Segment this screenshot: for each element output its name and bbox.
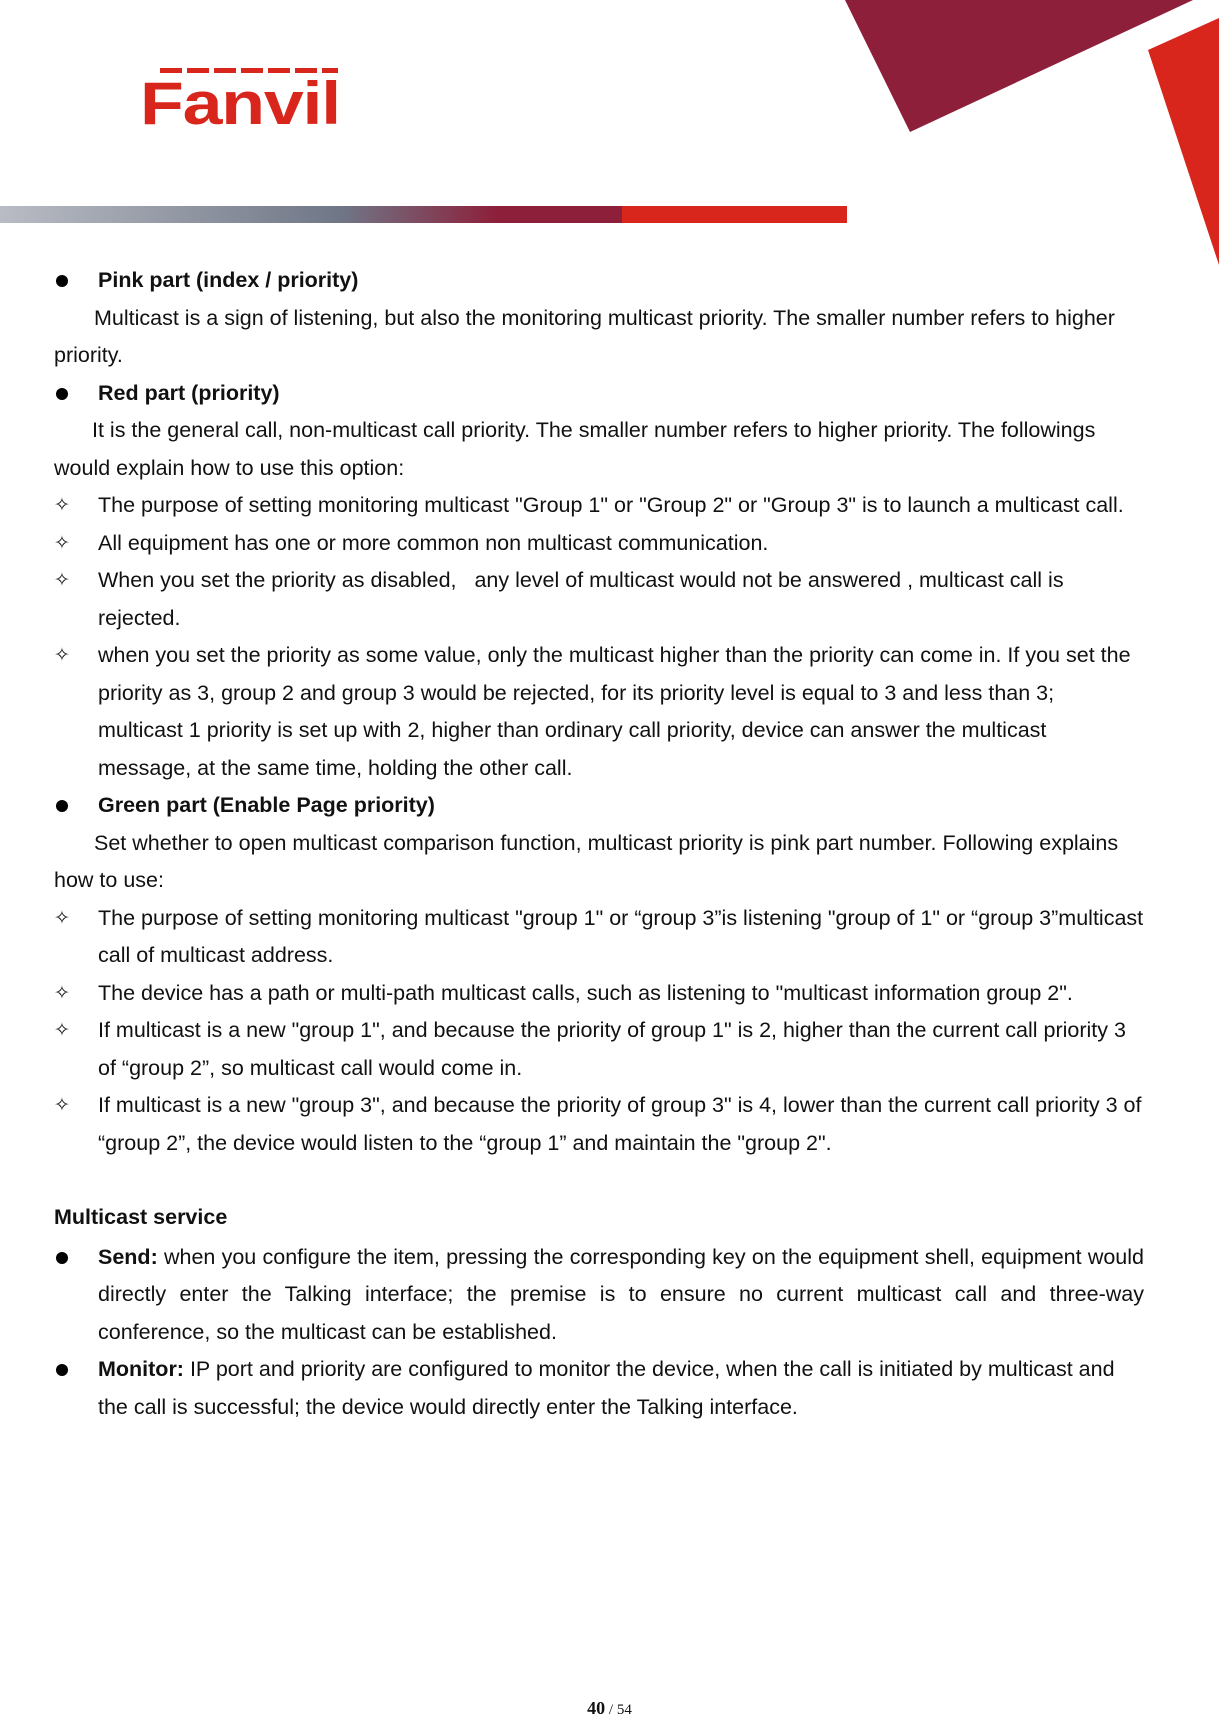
star-bullet-icon: ✧ [54, 1020, 70, 1041]
list-item-text: All equipment has one or more common non multicast communication. [98, 530, 769, 555]
bullet-dot [56, 275, 68, 287]
send-bullet [54, 1239, 1144, 1352]
list-item [54, 562, 1144, 637]
list-item-text: when you set the priority as some value, only the multicast higher than the priority can come in. If you set the priority as 3, group 2 and group 3 would be rejected, for its priority level is equal to 3 and less than 3; multicast 1 priority is set up with 2, higher than ordinary call priority, device can answer the multicast message, at the same time, holding the other call. [98, 643, 1131, 780]
bullet-dot [56, 1364, 68, 1376]
header-graphic [0, 0, 1219, 270]
send-text: when you configure the item, pressing the corresponding key on the equipment shell, equipment would directly enter the Talking interface; the premise is to ensure no current multicast call and three-way conference, so the multicast can be established. [98, 1244, 1144, 1344]
fanvil-logo-graphic [140, 66, 345, 128]
header-bar-red [622, 206, 847, 223]
pink-part-text: Multicast is a sign of listening, but also the monitoring multicast priority. The smaller number refers to higher priority. [54, 305, 1115, 367]
monitor-bullet [54, 1351, 1144, 1426]
list-item [54, 1087, 1144, 1162]
green-part-text: Set whether to open multicast comparison function, multicast priority is pink part number. Following explains how to use: [54, 830, 1119, 892]
document-body [54, 262, 1144, 1426]
list-item-text: If multicast is a new "group 3", and because the priority of group 3" is 4, lower than the current call priority 3 of “group 2”, the device would listen to the “group 1” and maintain the "group 2". [98, 1093, 1142, 1155]
bullet-dot [56, 388, 68, 400]
header-bar-grey [0, 206, 622, 223]
list-item-text: If multicast is a new "group 1", and because the priority of group 1" is 2, higher than the current call priority 3 of “group 2”, so multicast call would come in. [98, 1018, 1126, 1080]
bullet-dot [56, 800, 68, 812]
star-bullet-icon: ✧ [54, 1095, 70, 1116]
list-item [54, 975, 1144, 1013]
star-bullet-icon: ✧ [54, 495, 70, 516]
list-item [54, 487, 1144, 525]
svg-text:Fanvil: Fanvil [140, 70, 340, 128]
current-page: 40 [587, 1698, 606, 1718]
red-part-heading: Red part (priority) [98, 380, 280, 405]
total-pages: / 54 [605, 1702, 632, 1718]
green-part-bullet [54, 787, 1144, 825]
page-header [0, 0, 1219, 270]
red-triangle [1148, 18, 1219, 265]
list-item-text: When you set the priority as disabled, any level of multicast would not be answered , multicast call is rejected. [98, 568, 1070, 630]
pink-part-bullet [54, 262, 1144, 300]
send-label: Send: [98, 1244, 158, 1269]
list-item-text: The device has a path or multi-path multicast calls, such as listening to "multicast information group 2". [98, 980, 1073, 1005]
star-bullet-icon: ✧ [54, 645, 70, 666]
list-item [54, 637, 1144, 787]
monitor-text: IP port and priority are configured to monitor the device, when the call is initiated by multicast and the call is successful; the device would directly enter the Talking interface. [98, 1357, 1115, 1419]
multicast-service-title: Multicast service [54, 1205, 228, 1229]
list-item [54, 900, 1144, 975]
star-bullet-icon: ✧ [54, 982, 70, 1004]
list-item-text: The purpose of setting monitoring multicast "group 1" or “group 3”is listening "group of 1" or “group 3”multicast call of multicast address. [98, 905, 1144, 967]
bullet-dot [56, 1252, 68, 1264]
pink-part-heading: Pink part (index / priority) [98, 268, 359, 292]
page-number [0, 1698, 1219, 1719]
red-part-bullet [54, 375, 1144, 413]
list-item [54, 1012, 1144, 1087]
monitor-label: Monitor: [98, 1357, 184, 1381]
list-item [54, 525, 1144, 563]
star-bullet-icon: ✧ [54, 532, 70, 554]
star-bullet-icon: ✧ [54, 907, 70, 929]
green-part-heading: Green part (Enable Page priority) [98, 793, 435, 817]
fanvil-logo [140, 66, 345, 128]
dark-red-triangle [845, 0, 1193, 132]
red-part-text: It is the general call, non-multicast call priority. The smaller number refers to higher priority. The followings would explain how to use this option: [54, 418, 1096, 480]
star-bullet-icon: ✧ [54, 570, 70, 591]
list-item-text: The purpose of setting monitoring multicast "Group 1" or "Group 2" or "Group 3" is to launch a multicast call. [98, 493, 1124, 517]
